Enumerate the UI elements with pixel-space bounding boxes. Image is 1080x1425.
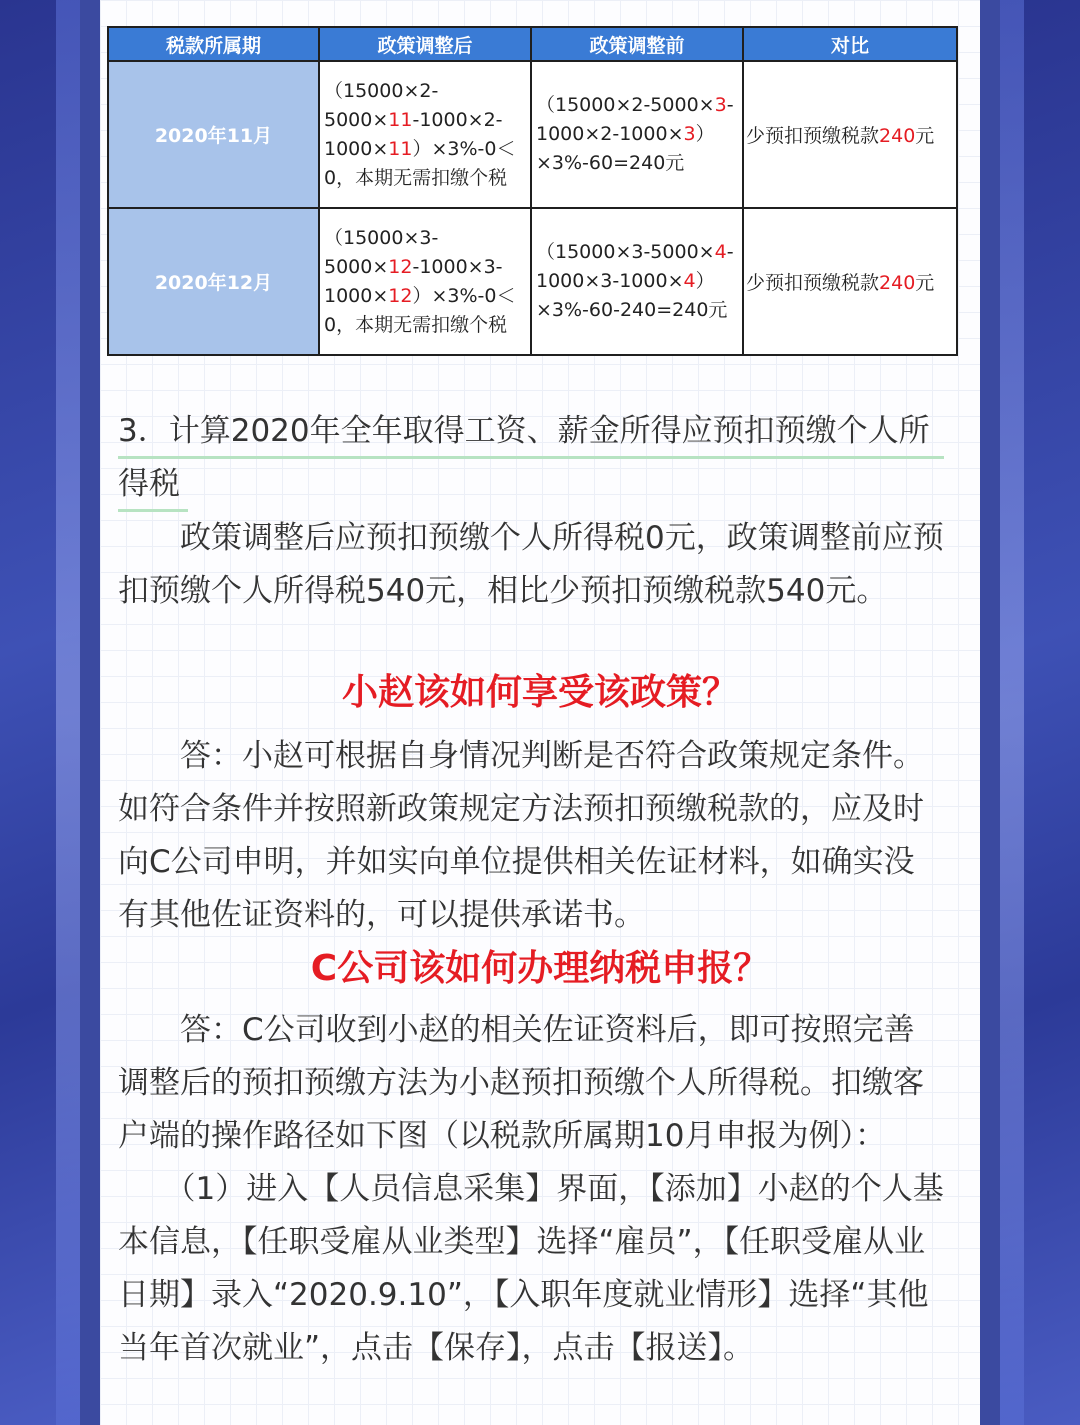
before-cell: （15000×3-5000×4-1000×3-1000×4）×3%-60-240=240元 (531, 208, 743, 355)
left-decor-strip (0, 0, 80, 1425)
table-row (108, 208, 957, 355)
period-cell: 2020年11月 (108, 61, 319, 208)
compare-cell: 少预扣预缴税款240元 (743, 61, 957, 208)
after-cell: （15000×2-5000×11-1000×2-1000×11）×3%-0＜0，本期无需扣缴个税 (319, 61, 531, 208)
question2-title: C公司该如何办理纳税申报？ (310, 948, 770, 989)
header-after: 政策调整后 (319, 27, 531, 61)
section3-heading-line2: 得税 (118, 459, 188, 512)
header-compare: 对比 (743, 27, 957, 61)
question2-step1: （1）进入【人员信息采集】界面，【添加】小赵的个人基本信息，【任职受雇从业类型】选择“雇员”，【任职受雇从业日期】录入“2020.9.10”，【入职年度就业情形】选择“其他当年首次就业”，点击【保存】，点击【报送】。 (118, 1171, 944, 1366)
question1-answer: 答：小赵可根据自身情况判断是否符合政策规定条件。如符合条件并按照新政策规定方法预扣预缴税款的，应及时向C公司申明，并如实向单位提供相关佐证材料，如确实没有其他佐证资料的，可以提供承诺书。 (118, 738, 924, 933)
period-cell: 2020年12月 (108, 208, 319, 355)
section3-body: 政策调整后应预扣预缴个人所得税0元，政策调整前应预扣预缴个人所得税540元，相比少预扣预缴税款540元。 (118, 520, 944, 609)
table-header-row (108, 27, 957, 61)
question1-title: 小赵该如何享受该政策？ (341, 672, 738, 713)
tax-comparison-table (107, 26, 958, 356)
header-before: 政策调整前 (531, 27, 743, 61)
after-cell: （15000×3-5000×12-1000×3-1000×12）×3%-0＜0，本期无需扣缴个税 (319, 208, 531, 355)
article-page (100, 0, 980, 1425)
question2-answer: 答：C公司收到小赵的相关佐证资料后，即可按照完善调整后的预扣预缴方法为小赵预扣预缴个人所得税。扣缴客户端的操作路径如下图（以税款所属期10月申报为例）： (118, 1012, 924, 1154)
section3-heading-line1: 3．计算2020年全年取得工资、薪金所得应预扣预缴个人所 (118, 406, 944, 459)
compare-cell: 少预扣预缴税款240元 (743, 208, 957, 355)
header-period: 税款所属期 (108, 27, 319, 61)
right-decor-strip (1000, 0, 1080, 1425)
before-cell: （15000×2-5000×3-1000×2-1000×3）×3%-60=240元 (531, 61, 743, 208)
section3-heading (118, 406, 944, 512)
table-row (108, 61, 957, 208)
